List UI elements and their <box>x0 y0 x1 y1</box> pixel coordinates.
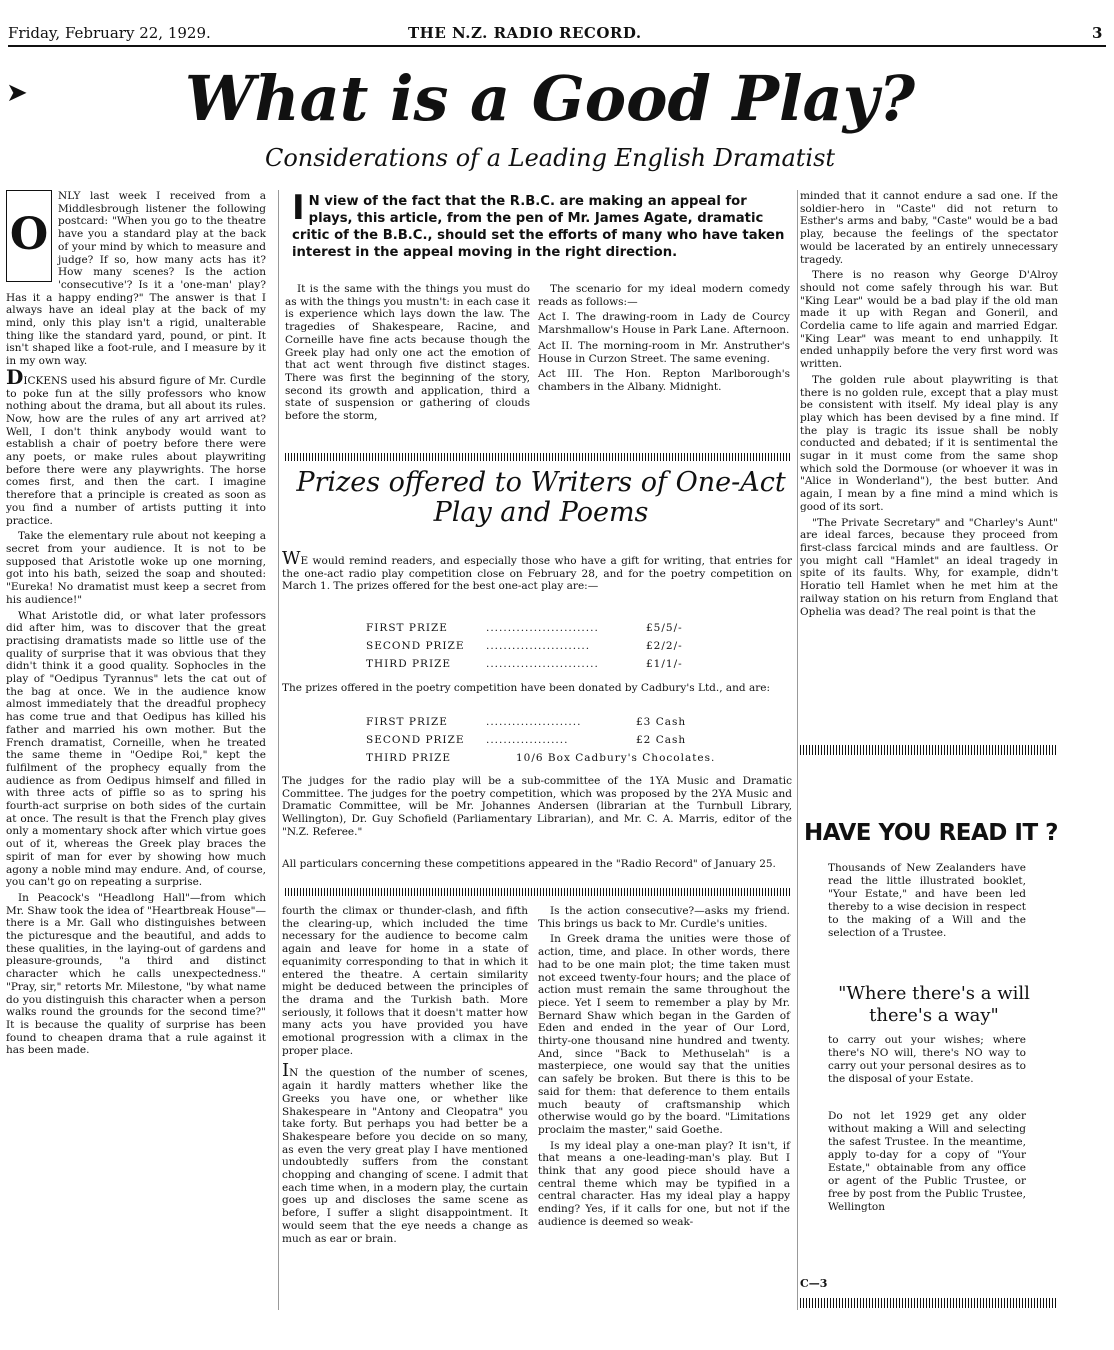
article-paragraph: What Aristotle did, or what later professors did after him, was to discover that the great practising dramatists made so little use of the quality of surprise that it was obvious that they didn't think it a good quality. Sophocles in the play of "Oedipus Tyrannus" lets the cat out of the bag at once. We in the audience know almost immediately that the dreadful prophecy has come true and that Oedipus has killed his father and married his own mother. But the French dramatist, Corneille, when he treated the same theme in "Oedipe Roi," kept the fulfilment of the prophecy equally from the audience as from Oedipus himself and filled in with three acts of piffle so as to spring his fourth-act surprise on both sides of the curtain at once. The result is that the French play gives only a momentary shock after which virtue goes out of it, whereas the Greek play braces the spirit of man for ever by showing how much agony a noble mind may endure. And, of course, you can't go on repeating a surprise. <box>6 609 266 889</box>
particulars-paragraph: All particulars concerning these competitions appeared in the "Radio Record" of January 25. <box>282 858 776 870</box>
advert-quote-line2: there's a way" <box>869 1005 999 1026</box>
section-divider <box>285 888 791 896</box>
prize-label: FIRST PRIZE <box>366 716 448 728</box>
prize-label: THIRD PRIZE <box>366 658 452 670</box>
advert-title: HAVE YOU READ IT ? <box>804 820 1058 846</box>
page-date: Friday, February 22, 1929. <box>8 24 211 42</box>
article-subtitle: Considerations of a Leading English Dramatist <box>264 144 836 172</box>
article-title: What is a Good Play? <box>184 62 916 135</box>
prize-label: FIRST PRIZE <box>366 622 448 634</box>
judges-paragraph: The judges for the radio play will be a sub-committee of the 1YA Music and Dramatic Committee. The judges for the poetry competition, which was proposed by the 2YA Music and Dramatic Committee, will be Mr. Johannes Andersen (librarian at the Turnbull Library, Wellington), Dr. Guy Schofield (Parliamentary Librarian), and Mr. C. A. Marris, editor of the "N.Z. Referee." <box>282 775 792 838</box>
decorative-arrow-icon: ➤ <box>6 78 28 108</box>
prizes-title-line2: Play and Poems <box>433 497 649 528</box>
prize-amount: £2/2/- <box>646 640 683 652</box>
poetry-prize-row <box>366 752 715 764</box>
page-number: 3 <box>1092 24 1103 42</box>
advert-quote-line1: "Where there's a will <box>838 983 1030 1004</box>
article-paragraph: Take the elementary rule about not keeping a secret from your audience. It is not to be supposed that Aristotle woke up one morning, got into his bath, seized the soap and shouted: "Eureka! No dramatist must keep a secret from his audience!" <box>6 530 266 606</box>
poetry-prize-row <box>366 734 686 746</box>
article-column-2b <box>538 283 790 397</box>
prizes-title-line1: Prizes offered to Writers of One-Act <box>296 467 786 498</box>
article-paragraph: minded that it cannot endure a sad one. If the soldier-hero in "Caste" did not return to Esther's arms and baby, "Caste" would be a bad play, because the feelings of the spectator would be lacerated by an entirely unnecessary tragedy. <box>800 190 1058 266</box>
prizes-title <box>282 468 800 528</box>
dropcap-d: D <box>6 364 24 389</box>
footer-divider <box>800 1298 1056 1308</box>
article-column-4 <box>800 190 1058 621</box>
article-column-3c <box>538 905 790 1232</box>
article-paragraph <box>6 364 266 527</box>
advert-body-3: Do not let 1929 get any older without making a Will and selecting the safest Trustee. In the meantime, apply to-day for a copy of "Your Estate," obtainable from any office or agent of the Public Trustee, or free by post from the Public Trustee, Wellington <box>828 1110 1026 1213</box>
article-paragraph: In Greek drama the unities were those of action, time, and place. In other words, there had to be one main plot; the time taken must not exceed twenty-four hours; and the place of action must remain the same throughout the piece. Yet I seem to remember a play by Mr. Bernard Shaw which began in the Garden of Eden and ended in the year of Our Lord, thirty-one thousand nine hundred and twenty. And, since "Back to Methuselah" is a masterpiece, one would say that the unities can safely be broken. But there is this to be said for them: that deference to them entails much beauty of craftsmanship which otherwise would go by the board. "Limitations proclaim the master," said Goethe. <box>538 933 790 1136</box>
prize-dots: .......................... <box>486 622 599 634</box>
prize-dots: ................... <box>486 734 569 746</box>
article-paragraph: fourth the climax or thunder-clash, and fifth the clearing-up, which included the time necessary for the audience to become calm again and leave for home in a state of equanimity corresponding to that in which it entered the theatre. A certain similarity might be deduced between the principles of the drama and the Turkish bath. More seriously, it follows that it doesn't matter how many acts you have provided you have emotional progression with a climax in the proper place. <box>282 905 528 1057</box>
play-prize-row <box>366 640 683 652</box>
intro-dropcap: I <box>292 188 305 228</box>
publication-name: THE N.Z. RADIO RECORD. <box>408 24 642 42</box>
article-paragraph <box>282 1060 528 1245</box>
article-column-1 <box>6 190 266 1060</box>
article-paragraph-text: ICKENS used his absurd figure of Mr. Curdle to poke fun at the silly professors who know nothing about the drama, but all about its rules. Now, how are the rules of any art arrived at? Well, I don't think anybody would want to establish a chair of poetry before there were any poets, or make rules about playwriting before there were any playwrights. The horse comes first, and then the cart. I imagine therefore that a principle is created as soon as you find a number of artists putting it into practice. <box>6 374 266 527</box>
column-divider <box>797 190 798 1310</box>
article-paragraph: There is no reason why George D'Alroy should not come safely through his war. But "King Lear" would be a bad play if the old man made it up with Regan and Goneril, and Cordelia came to life again and married Edgar. "King Lear" was meant to end unhappily. It ended unhappily before the very first word was written. <box>800 269 1058 371</box>
play-prize-row <box>366 658 683 670</box>
prize-dots: ...................... <box>486 716 582 728</box>
section-divider <box>800 745 1056 755</box>
article-column-2a <box>285 283 530 426</box>
advert-body-2: to carry out your wishes; where there's NO will, there's NO way to carry out your personal desires as to the disposal of your Estate. <box>828 1034 1026 1085</box>
article-paragraph: Is the action consecutive?—asks my friend. This brings us back to Mr. Curdle's unities. <box>538 905 790 930</box>
prize-label: SECOND PRIZE <box>366 640 465 652</box>
intro-text: N view of the fact that the R.B.C. are making an appeal for plays, this article, from the pen of Mr. James Agate, dramatic critic of the B.B.C., should set the efforts of many who have taken interest in the appeal moving in the right direction. <box>292 194 785 260</box>
article-paragraph: It is the same with the things you must do as with the things you mustn't: in each case it is experience which lays down the law. The tragedies of Shakespeare, Racine, and Corneille have fine acts because though the Greek play had only one act the emotion of that act went through five distinct stages. There was first the beginning of the story, second its growth and application, third a state of suspension or gathering of clouds before the storm, <box>285 283 530 423</box>
article-paragraph: In Peacock's "Headlong Hall"—from which Mr. Shaw took the idea of "Heartbreak House"—there is a Mr. Gall who distinguishes between the picturesque and the beautiful, and adds to these qualities, in the laying-out of gardens and pleasure-grounds, "a third and distinct character which he calls unexpectedness." "Pray, sir," retorts Mr. Milestone, "by what name do you distinguish this character when a person walks round the grounds for the second time?" It is because the quality of surprise has been found to cheapen drama that a rule against it has been made. <box>6 891 266 1057</box>
article-paragraph: The golden rule about playwriting is that there is no golden rule, except that a play must be consistent with itself. My ideal play is any play which has been devised by a fine mind. If the play is tragic its issue shall be nobly conducted and debated; if it is sentimental the sugar in it must come from the same shop which sold the Dormouse (or whoever it was in "Alice in Wonderland"), the best butter. And again, I mean by a fine mind a mind which is good of its sort. <box>800 373 1058 513</box>
column-divider <box>278 190 279 1310</box>
prize-label: THIRD PRIZE <box>366 752 452 764</box>
prize-dots: .......................... <box>486 658 599 670</box>
article-paragraph: "The Private Secretary" and "Charley's Aunt" are ideal farces, because they proceed from first-class farcical minds and are faultless. Or you might call "Hamlet" an ideal tragedy in spite of its faults. Why, for example, didn't Horatio tell Hamlet when he met him at the railway station on his return from England that Ophelia was dead? The real point is that the <box>800 516 1058 618</box>
prize-amount: £3 Cash <box>636 716 687 728</box>
scenario-act-3: Act III. The Hon. Repton Marlborough's chambers in the Albany. Midnight. <box>538 368 790 393</box>
dropcap-o: O <box>6 190 52 282</box>
article-intro <box>292 188 792 261</box>
advert-quote <box>810 983 1058 1027</box>
scenario-act-2: Act II. The morning-room in Mr. Anstruther's House in Curzon Street. The same evening. <box>538 339 790 365</box>
prizes-intro <box>282 548 792 593</box>
play-prize-row <box>366 622 683 634</box>
advert-body: Thousands of New Zealanders have read the little illustrated booklet, "Your Estate," and have been led thereby to a wise decision in respect to the making of a Will and the selection of a Trustee. <box>828 862 1026 939</box>
prize-dots: ........................ <box>486 640 591 652</box>
poetry-prize-row <box>366 716 686 728</box>
article-paragraph: Is my ideal play a one-man play? It isn't, if that means a one-leading-man's play. But I think that any good piece should have a central theme which may be typified in a central character. Has my ideal play a happy ending? Yes, if it calls for one, but not if the audience is deemed so weak- <box>538 1139 790 1228</box>
prize-amount: 10/6 Box Cadbury's Chocolates. <box>516 752 716 764</box>
section-divider <box>285 453 791 461</box>
article-paragraph-text: N the question of the number of scenes, again it hardly matters whether like the Greeks you have one, or whether like Shakespeare in "Antony and Cleopatra" you take forty. But perhaps you had better be a Shakespeare before you decide on so many, as even the very great play I have mentioned undoubtedly suffers from the constant chopping and changing of scene. I admit that each time when, in a modern play, the curtain goes up and discloses the same scene as before, I suffer a slight disappointment. It would seem that the eye needs a change as much as ear or brain. <box>282 1067 528 1245</box>
prizes-intro-text: E would remind readers, and especially those who have a gift for writing, that entries for the one-act radio play competition close on February 28, and for the poetry competition on March 1. The prizes offered for the best one-act play are:— <box>282 555 792 593</box>
prize-amount: £2 Cash <box>636 734 687 746</box>
prize-amount: £1/1/- <box>646 658 683 670</box>
prize-label: SECOND PRIZE <box>366 734 465 746</box>
scenario-act-1: Act I. The drawing-room in Lady de Courcy Marshmallow's House in Park Lane. Afternoon. <box>538 311 790 337</box>
header-rule <box>8 45 1106 47</box>
prize-amount: £5/5/- <box>646 622 683 634</box>
prizes-dropcap: W <box>282 548 301 569</box>
article-column-2c <box>282 905 528 1248</box>
advert-code: C—3 <box>800 1277 828 1290</box>
poetry-intro: The prizes offered in the poetry competition have been donated by Cadbury's Ltd., and are: <box>282 682 771 694</box>
article-paragraph: NLY last week I received from a Middlesbrough listener the following postcard: "When you go to the theatre have you a standard play at the back of your mind by which to measure and judge? If so, how many acts has it? How many scenes? Is the action 'consecutive'? Is it a 'one-man' play? Has it a happy ending?" The answer is that I always have an ideal play at the back of my mind, only this play isn't a rigid, unalterable thing like the standard yard, pound, or pint. It isn't shaped like a foot-rule, and I measure by it in my own way. <box>6 190 266 368</box>
article-paragraph: The scenario for my ideal modern comedy reads as follows:— <box>538 283 790 308</box>
dropcap-i: I <box>282 1060 290 1082</box>
